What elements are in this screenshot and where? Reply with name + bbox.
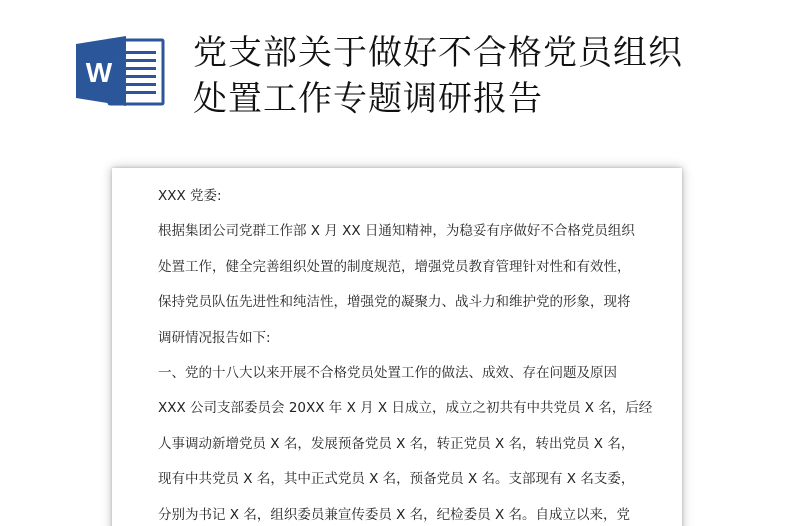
body-line: 保持党员队伍先进性和纯洁性，增强党的凝聚力、战斗力和维护党的形象，现将 [158,294,631,311]
header [0,0,800,140]
body-line: 人事调动新增党员 X 名，发展预备党员 X 名，转正党员 X 名，转出党员 X 名， [158,435,635,452]
section-heading: 一、党的十八大以来开展不合格党员处置工作的做法、成效、存在问题及原因 [158,364,617,381]
document-body [158,186,658,526]
body-line: 分别为书记 X 名，组织委员兼宣传委员 X 名，纪检委员 X 名。自成立以来，党 [158,506,630,523]
body-line: 根据集团公司党群工作部 X 月 XX 日通知精神，为稳妥有序做好不合格党员组织 [158,223,635,240]
document-title [193,30,773,122]
title-line: 处置工作专题调研报告 [193,79,543,119]
word-document-icon [76,34,166,108]
word-letter: W [85,57,113,88]
body-line: 处置工作，健全完善组织处置的制度规范，增强党员教育管理针对性和有效性， [158,258,631,275]
body-line: 调研情况报告如下: [158,329,271,346]
title-line: 党支部关于做好不合格党员组织 [193,33,683,73]
document-page-preview [112,168,682,526]
body-line: XXX 公司支部委员会 20XX 年 X 月 X 日成立，成立之初共有中共党员 X 名，后经 [158,400,653,417]
salutation-line: XXX 党委: [158,188,222,204]
body-line: 现有中共党员 X 名，其中正式党员 X 名，预备党员 X 名。支部现有 X 名支委， [158,471,635,488]
